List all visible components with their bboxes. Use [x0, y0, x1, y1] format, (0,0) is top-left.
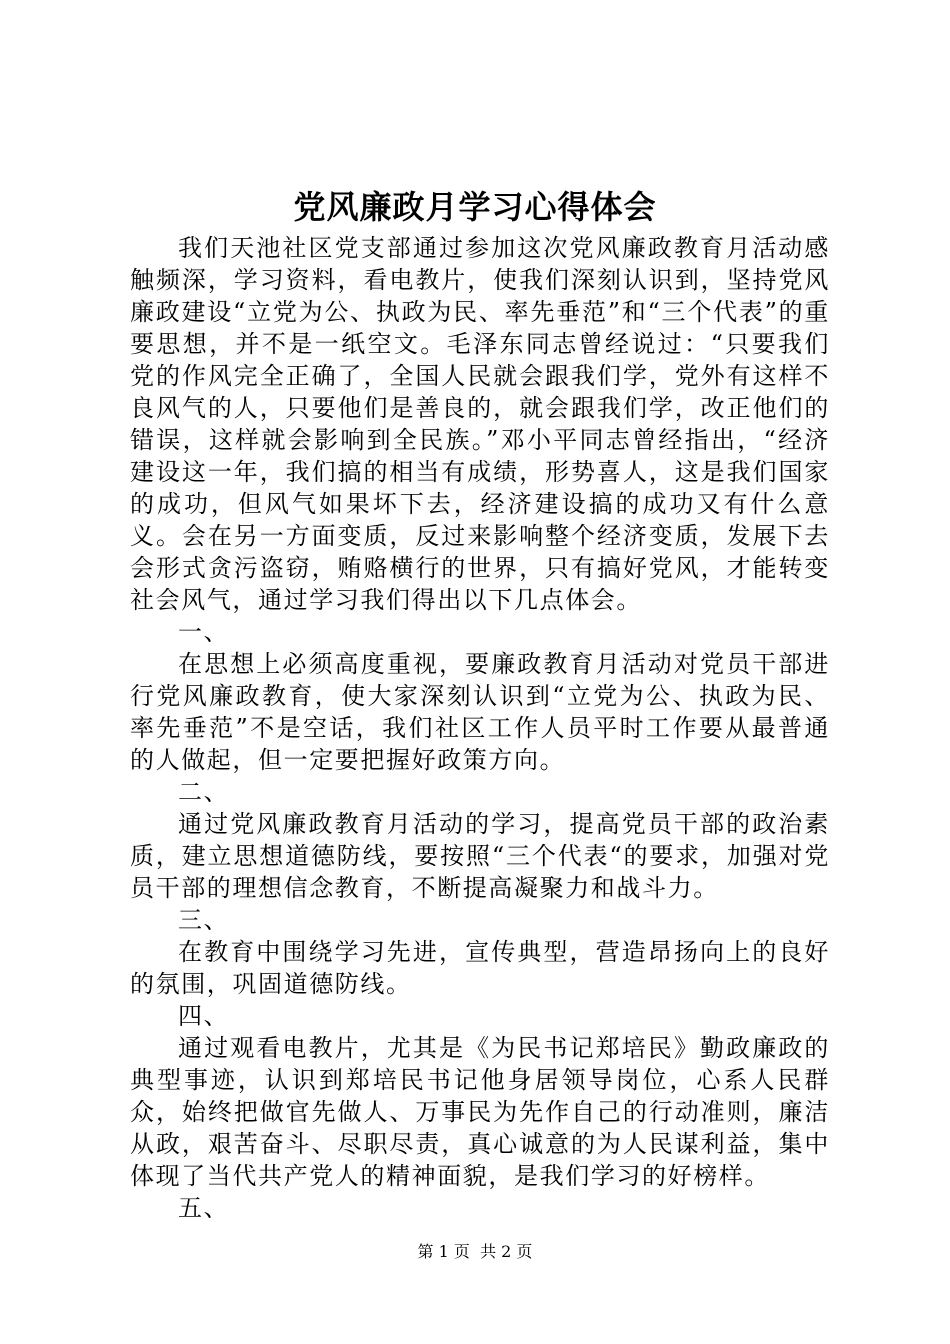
section-heading-3: 三、: [178, 906, 230, 934]
section-paragraph-3: 在教育中围绕学习先进，宣传典型，营造昂扬向上的良好的氛围，巩固道德防线。: [130, 938, 830, 998]
intro-paragraph: 我们天池社区党支部通过参加这次党风廉政教育月活动感触频深，学习资料，看电教片，使我们深刻认识到，坚持党风廉政建设“立党为公、执政为民、率先垂范”和“三个代表”的重要思想，并不是一纸空文。毛泽东同志曾经说过：“只要我们党的作风完全正确了，全国人民就会跟我们学，党外有这样不良风气的人，只要他们是善良的，就会跟我们学，改正他们的错误，这样就会影响到全民族。”邓小平同志曾经指出，“经济建设这一年，我们搞的相当有成绩，形势喜人，这是我们国家的成功，但风气如果坏下去，经济建设搞的成功又有什么意义。会在另一方面变质，反过来影响整个经济变质，发展下去会形式贪污盗窃，贿赂横行的世界，只有搞好党风，才能转变社会风气，通过学习我们得出以下几点体会。: [130, 234, 830, 614]
section-paragraph-2: 通过党风廉政教育月活动的学习，提高党员干部的政治素质，建立思想道德防线，要按照“三个代表“的要求，加强对党员干部的理想信念教育，不断提高凝聚力和战斗力。: [130, 810, 830, 902]
document-body: [130, 232, 830, 1224]
section-heading-4: 四、: [178, 1002, 230, 1030]
section-heading-5: 五、: [178, 1194, 230, 1222]
section-paragraph-4: 通过观看电教片，尤其是《为民书记郑培民》勤政廉政的典型事迹，认识到郑培民书记他身居领导岗位，心系人民群众，始终把做官先做人、万事民为先作自己的行动准则，廉洁从政，艰苦奋斗、尽职尽责，真心诚意的为人民谋利益，集中体现了当代共产党人的精神面貌，是我们学习的好榜样。: [130, 1034, 830, 1190]
section-heading-2: 二、: [178, 778, 230, 806]
section-paragraph-1: 在思想上必须高度重视，要廉政教育月活动对党员干部进行党风廉政教育，使大家深刻认识到“立党为公、执政为民、率先垂范”不是空话，我们社区工作人员平时工作要从最普通的人做起，但一定要把握好政策方向。: [130, 650, 830, 774]
section-heading-1: 一、: [178, 618, 230, 646]
page-footer: [0, 1240, 950, 1264]
document-title: 党风廉政月学习心得体会: [293, 188, 657, 226]
page-number: 第 1 页 共 2 页: [417, 1242, 533, 1261]
